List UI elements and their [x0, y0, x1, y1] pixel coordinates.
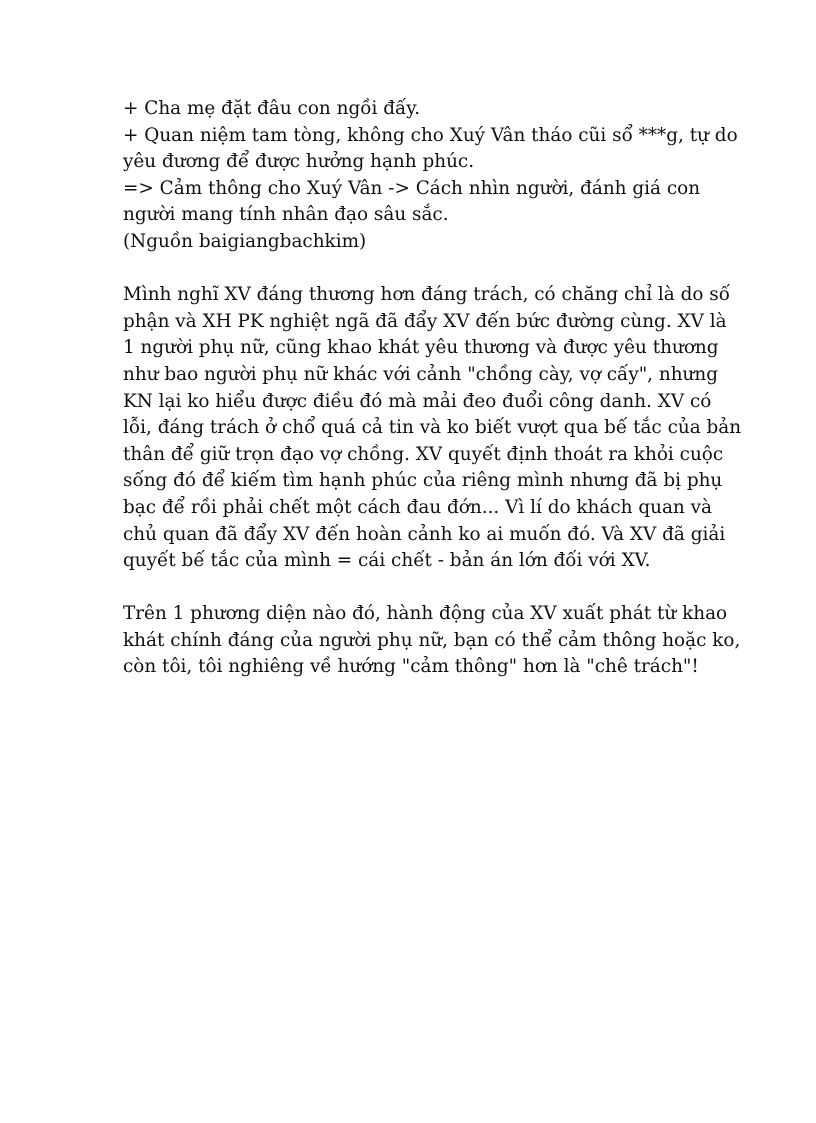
text-line: thân để giữ trọn đạo vợ chồng. XV quyết định thoát ra khỏi cuộc	[123, 443, 724, 465]
paragraph-conclusion	[123, 601, 741, 681]
text-line: + Cha mẹ đặt đâu con ngồi đấy.	[123, 98, 421, 119]
text-line: người mang tính nhân đạo sâu sắc.	[123, 204, 449, 226]
text-line: Trên 1 phương diện nào đó, hành động của XV xuất phát từ khao	[123, 603, 728, 625]
text-line: phận và XH PK nghiệt ngã đã đẩy XV đến bức đường cùng. XV là	[123, 310, 727, 332]
source-citation: (Nguồn baigiangbachkim)	[123, 230, 367, 252]
text-line: quyết bế tắc của mình = cái chết - bản án lớn đối với XV.	[123, 550, 651, 572]
paragraph-source-notes	[123, 96, 738, 256]
document-body	[123, 96, 742, 681]
text-line: + Quan niệm tam tòng, không cho Xuý Vân tháo cũi sổ ***g, tự do	[123, 124, 738, 146]
text-line: lỗi, đáng trách ở chổ quá cả tin và ko biết vượt qua bế tắc của bản	[123, 417, 742, 439]
text-line: 1 người phụ nữ, cũng khao khát yêu thương và được yêu thương	[123, 337, 719, 359]
text-line: sống đó để kiếm tìm hạnh phúc của riêng mình nhưng đã bị phụ	[123, 470, 723, 492]
text-line: chủ quan đã đẩy XV đến hoàn cảnh ko ai muốn đó. Và XV đã giải	[123, 523, 726, 545]
text-line: yêu đương để được hưởng hạnh phúc.	[123, 151, 475, 173]
paragraph-gap	[123, 575, 713, 602]
text-line: Mình nghĩ XV đáng thương hơn đáng trách, có chăng chỉ là do số	[123, 284, 730, 306]
text-line: => Cảm thông cho Xuý Vân -> Cách nhìn người, đánh giá con	[123, 177, 701, 199]
text-line: còn tôi, tôi nghiêng về hướng "cảm thông" hơn là "chê trách"!	[123, 656, 699, 678]
text-line: KN lại ko hiểu được điều đó mà mải đeo đuổi công danh. XV có	[123, 390, 712, 412]
text-line: bạc để rồi phải chết một cách đau đớn... Vì lí do khách quan và	[123, 496, 712, 518]
text-line: khát chính đáng của người phụ nữ, bạn có thể cảm thông hoặc ko,	[123, 629, 741, 651]
paragraph-opinion	[123, 282, 742, 575]
paragraph-gap	[123, 256, 713, 283]
text-line: như bao người phụ nữ khác với cảnh "chồng cày, vợ cấy", nhưng	[123, 363, 719, 385]
